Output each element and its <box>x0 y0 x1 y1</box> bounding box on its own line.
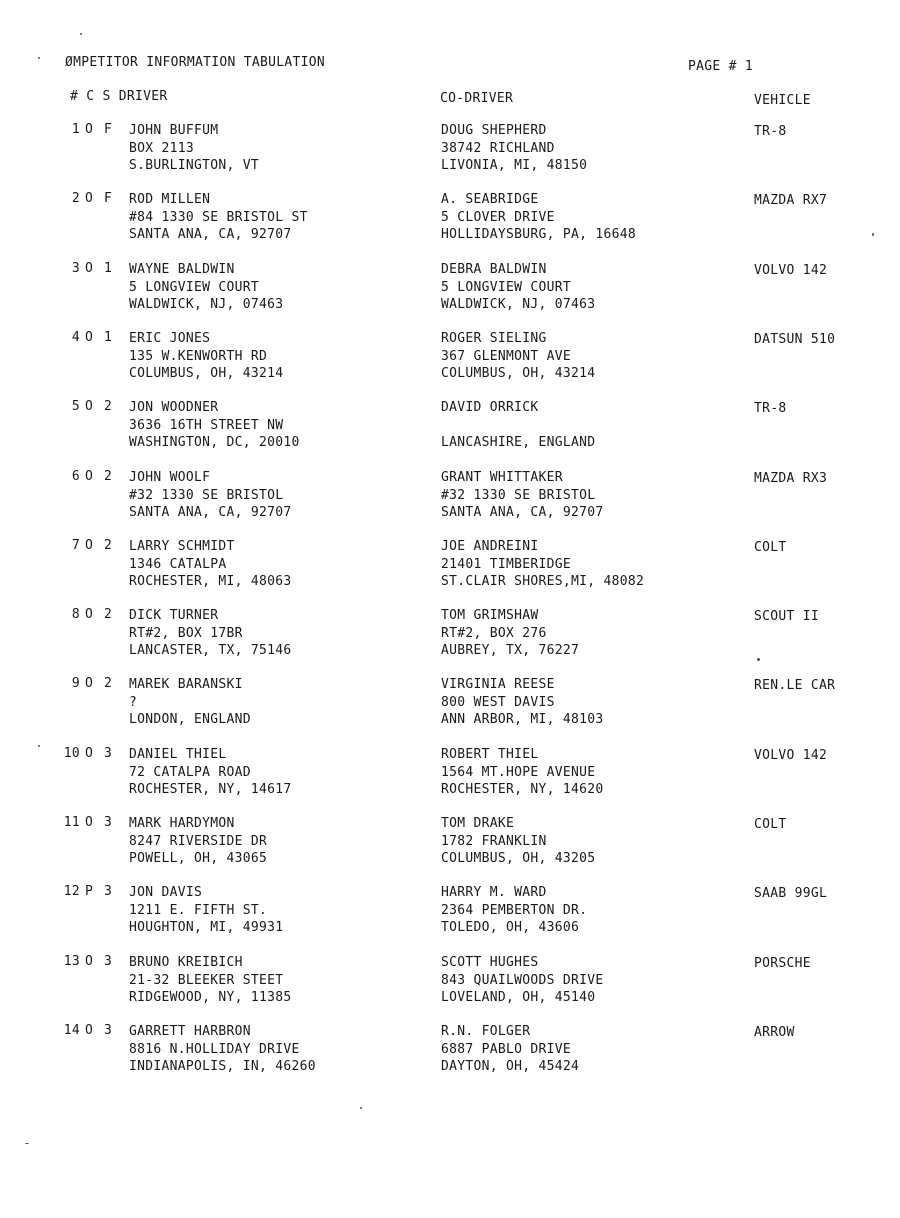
driver-address-line: ? <box>129 694 138 710</box>
codriver-block <box>441 676 604 729</box>
codriver-block <box>441 1023 579 1076</box>
driver-block <box>129 399 300 452</box>
codriver-address-line: 6887 PABLO DRIVE <box>441 1041 572 1057</box>
driver-address-line: #84 1330 SE BRISTOL ST <box>129 209 308 225</box>
scan-speck <box>872 233 874 236</box>
codriver-block <box>441 261 595 314</box>
driver-block <box>129 538 292 591</box>
scan-speck <box>80 33 82 35</box>
entry-class: O <box>85 122 94 137</box>
codriver-address-line: 1782 FRANKLIN <box>441 833 547 849</box>
entry-seed: 3 <box>104 1023 113 1038</box>
codriver-address-line: ST.CLAIR SHORES,MI, 48082 <box>441 574 645 589</box>
codriver-address-line: SANTA ANA, CA, 92707 <box>441 505 604 520</box>
entry-seed: 2 <box>104 676 113 691</box>
vehicle-name: REN.LE CAR <box>754 678 836 693</box>
codriver-block <box>441 191 636 244</box>
entry-seed: 2 <box>104 399 113 414</box>
codriver-address-line: 21401 TIMBERIDGE <box>441 556 572 572</box>
vehicle-name: SCOUT II <box>754 609 820 624</box>
driver-block <box>129 1023 316 1076</box>
driver-address-line: 5 LONGVIEW COURT <box>129 279 260 295</box>
codriver-name: DOUG SHEPHERD <box>441 123 547 138</box>
driver-name: ROD MILLEN <box>129 192 211 207</box>
codriver-address-line: RT#2, BOX 276 <box>441 625 547 641</box>
driver-name: BRUNO KREIBICH <box>129 955 243 970</box>
entry-row <box>0 1023 900 1083</box>
entry-class: O <box>85 399 94 414</box>
entry-number: 8 <box>71 607 80 622</box>
scan-speck <box>38 57 40 59</box>
driver-block <box>129 884 283 937</box>
codriver-block <box>441 469 604 522</box>
entry-seed: 2 <box>104 607 113 622</box>
codriver-address-line: DAYTON, OH, 45424 <box>441 1059 580 1074</box>
driver-address-line: ROCHESTER, MI, 48063 <box>129 574 292 589</box>
codriver-address-line <box>441 417 595 435</box>
driver-block <box>129 191 308 244</box>
entry-class: P <box>85 884 94 899</box>
entry-row <box>0 954 900 1014</box>
driver-block <box>129 746 292 799</box>
codriver-name: TOM DRAKE <box>441 816 515 831</box>
vehicle-column-header: VEHICLE <box>754 93 811 108</box>
driver-block <box>129 469 292 522</box>
entry-number: 9 <box>71 676 80 691</box>
vehicle-name: TR-8 <box>754 401 787 416</box>
entry-class: O <box>85 330 94 345</box>
entry-class: O <box>85 815 94 830</box>
vehicle-name: DATSUN 510 <box>754 332 836 347</box>
codriver-address-line: HOLLIDAYSBURG, PA, 16648 <box>441 227 637 242</box>
driver-name: LARRY SCHMIDT <box>129 539 235 554</box>
codriver-block <box>441 815 595 868</box>
driver-address-line: SANTA ANA, CA, 92707 <box>129 505 292 520</box>
entry-seed: 3 <box>104 746 113 761</box>
driver-block <box>129 607 292 660</box>
document-title: ØMPETITOR INFORMATION TABULATION <box>65 55 326 70</box>
codriver-address-line: 367 GLENMONT AVE <box>441 348 572 364</box>
entry-number: 14 <box>63 1023 80 1038</box>
vehicle-name: VOLVO 142 <box>754 748 828 763</box>
codriver-block <box>441 746 604 799</box>
codriver-block <box>441 884 587 937</box>
codriver-address-line: 1564 MT.HOPE AVENUE <box>441 764 596 780</box>
entry-row <box>0 746 900 806</box>
codriver-name: SCOTT HUGHES <box>441 955 539 970</box>
entry-class: O <box>85 538 94 553</box>
scan-speck <box>25 1143 29 1144</box>
codriver-address-line: COLUMBUS, OH, 43214 <box>441 366 596 381</box>
driver-block <box>129 330 283 383</box>
entry-class: O <box>85 191 94 206</box>
codriver-address-line: TOLEDO, OH, 43606 <box>441 920 580 935</box>
driver-address-line: WASHINGTON, DC, 20010 <box>129 435 300 450</box>
entry-class: O <box>85 261 94 276</box>
driver-block <box>129 261 283 314</box>
driver-name: JON DAVIS <box>129 885 203 900</box>
driver-block <box>129 815 267 868</box>
entry-class: O <box>85 954 94 969</box>
driver-address-line: INDIANAPOLIS, IN, 46260 <box>129 1059 316 1074</box>
codriver-address-line: LOVELAND, OH, 45140 <box>441 990 596 1005</box>
entry-class: O <box>85 469 94 484</box>
codriver-address-line: LIVONIA, MI, 48150 <box>441 158 588 173</box>
driver-address-line: WALDWICK, NJ, 07463 <box>129 297 284 312</box>
entry-seed: 3 <box>104 815 113 830</box>
entry-class: O <box>85 1023 94 1038</box>
driver-name: MARK HARDYMON <box>129 816 235 831</box>
codriver-address-line: 5 CLOVER DRIVE <box>441 209 555 225</box>
entry-class: O <box>85 746 94 761</box>
entry-row <box>0 469 900 529</box>
driver-name: MAREK BARANSKI <box>129 677 243 692</box>
entry-number: 5 <box>71 399 80 414</box>
entry-number: 7 <box>71 538 80 553</box>
entry-number: 2 <box>71 191 80 206</box>
entry-number: 6 <box>71 469 80 484</box>
entry-row <box>0 676 900 736</box>
scan-speck <box>360 1107 362 1109</box>
driver-name: JON WOODNER <box>129 400 219 415</box>
driver-address-line: 1211 E. FIFTH ST. <box>129 902 268 918</box>
driver-name: DANIEL THIEL <box>129 747 227 762</box>
entry-number: 12 <box>63 884 80 899</box>
vehicle-name: PORSCHE <box>754 956 811 971</box>
codriver-address-line: COLUMBUS, OH, 43205 <box>441 851 596 866</box>
codriver-block <box>441 607 579 660</box>
page-number: PAGE # 1 <box>688 59 754 74</box>
entry-row <box>0 122 900 182</box>
entry-row <box>0 261 900 321</box>
driver-address-line: 1346 CATALPA <box>129 556 227 572</box>
codriver-name: JOE ANDREINI <box>441 539 539 554</box>
driver-address-line: 8816 N.HOLLIDAY DRIVE <box>129 1041 300 1057</box>
driver-address-line: #32 1330 SE BRISTOL <box>129 487 284 503</box>
entry-row <box>0 884 900 944</box>
driver-address-line: BOX 2113 <box>129 140 195 156</box>
driver-name: WAYNE BALDWIN <box>129 262 235 277</box>
entry-number: 10 <box>63 746 80 761</box>
driver-address-line: 3636 16TH STREET NW <box>129 417 284 433</box>
driver-address-line: S.BURLINGTON, VT <box>129 158 260 173</box>
driver-address-line: COLUMBUS, OH, 43214 <box>129 366 284 381</box>
entry-row <box>0 191 900 251</box>
codriver-name: DEBRA BALDWIN <box>441 262 547 277</box>
vehicle-name: MAZDA RX3 <box>754 471 828 486</box>
entry-number: 4 <box>71 330 80 345</box>
driver-address-line: POWELL, OH, 43065 <box>129 851 268 866</box>
codriver-name: A. SEABRIDGE <box>441 192 539 207</box>
driver-address-line: 135 W.KENWORTH RD <box>129 348 268 364</box>
codriver-address-line: 843 QUAILWOODS DRIVE <box>441 972 604 988</box>
codriver-name: VIRGINIA REESE <box>441 677 555 692</box>
entry-seed: F <box>104 191 113 206</box>
driver-block <box>129 954 292 1007</box>
codriver-address-line: ANN ARBOR, MI, 48103 <box>441 712 604 727</box>
driver-name: GARRETT HARBRON <box>129 1024 251 1039</box>
driver-address-line: HOUGHTON, MI, 49931 <box>129 920 284 935</box>
codriver-address-line: AUBREY, TX, 76227 <box>441 643 580 658</box>
driver-block <box>129 676 251 729</box>
entry-seed: 2 <box>104 538 113 553</box>
driver-address-line: ROCHESTER, NY, 14617 <box>129 782 292 797</box>
scan-speck <box>757 658 760 661</box>
entry-class: O <box>85 607 94 622</box>
entry-class: O <box>85 676 94 691</box>
driver-block <box>129 122 259 175</box>
driver-column-header: # C S DRIVER <box>70 89 168 104</box>
codriver-address-line: 38742 RICHLAND <box>441 140 555 156</box>
driver-name: JOHN BUFFUM <box>129 123 219 138</box>
vehicle-name: SAAB 99GL <box>754 886 828 901</box>
codriver-name: DAVID ORRICK <box>441 400 539 415</box>
codriver-block <box>441 330 595 383</box>
entry-number: 11 <box>63 815 80 830</box>
codriver-address-line: #32 1330 SE BRISTOL <box>441 487 596 503</box>
codriver-column-header: CO-DRIVER <box>440 91 514 106</box>
entry-row <box>0 607 900 667</box>
vehicle-name: ARROW <box>754 1025 795 1040</box>
driver-address-line: 8247 RIVERSIDE DR <box>129 833 268 849</box>
vehicle-name: TR-8 <box>754 124 787 139</box>
entry-seed: 3 <box>104 884 113 899</box>
codriver-address-line: LANCASHIRE, ENGLAND <box>441 435 596 450</box>
entry-seed: F <box>104 122 113 137</box>
driver-address-line: LONDON, ENGLAND <box>129 712 251 727</box>
entry-number: 1 <box>71 122 80 137</box>
scan-speck <box>38 745 40 747</box>
codriver-name: GRANT WHITTAKER <box>441 470 563 485</box>
codriver-name: R.N. FOLGER <box>441 1024 531 1039</box>
codriver-address-line: 5 LONGVIEW COURT <box>441 279 572 295</box>
codriver-address-line: WALDWICK, NJ, 07463 <box>441 297 596 312</box>
codriver-name: ROGER SIELING <box>441 331 547 346</box>
driver-address-line: 72 CATALPA ROAD <box>129 764 251 780</box>
codriver-name: TOM GRIMSHAW <box>441 608 539 623</box>
entry-row <box>0 399 900 459</box>
entry-row <box>0 538 900 598</box>
entry-number: 13 <box>63 954 80 969</box>
vehicle-name: COLT <box>754 817 787 832</box>
entry-seed: 3 <box>104 954 113 969</box>
driver-name: JOHN WOOLF <box>129 470 211 485</box>
driver-address-line: LANCASTER, TX, 75146 <box>129 643 292 658</box>
entry-row <box>0 815 900 875</box>
codriver-address-line: 2364 PEMBERTON DR. <box>441 902 588 918</box>
entry-seed: 1 <box>104 261 113 276</box>
codriver-name: HARRY M. WARD <box>441 885 547 900</box>
driver-address-line: RIDGEWOOD, NY, 11385 <box>129 990 292 1005</box>
codriver-block <box>441 399 595 452</box>
entry-number: 3 <box>71 261 80 276</box>
vehicle-name: MAZDA RX7 <box>754 193 828 208</box>
driver-name: DICK TURNER <box>129 608 219 623</box>
codriver-block <box>441 538 644 591</box>
codriver-address-line: 800 WEST DAVIS <box>441 694 555 710</box>
vehicle-name: VOLVO 142 <box>754 263 828 278</box>
driver-address-line: 21-32 BLEEKER STEET <box>129 972 284 988</box>
vehicle-name: COLT <box>754 540 787 555</box>
entry-seed: 1 <box>104 330 113 345</box>
codriver-block <box>441 122 587 175</box>
driver-name: ERIC JONES <box>129 331 211 346</box>
codriver-address-line: ROCHESTER, NY, 14620 <box>441 782 604 797</box>
entry-seed: 2 <box>104 469 113 484</box>
entry-row <box>0 330 900 390</box>
codriver-name: ROBERT THIEL <box>441 747 539 762</box>
codriver-block <box>441 954 604 1007</box>
driver-address-line: RT#2, BOX 17BR <box>129 625 243 641</box>
driver-address-line: SANTA ANA, CA, 92707 <box>129 227 292 242</box>
